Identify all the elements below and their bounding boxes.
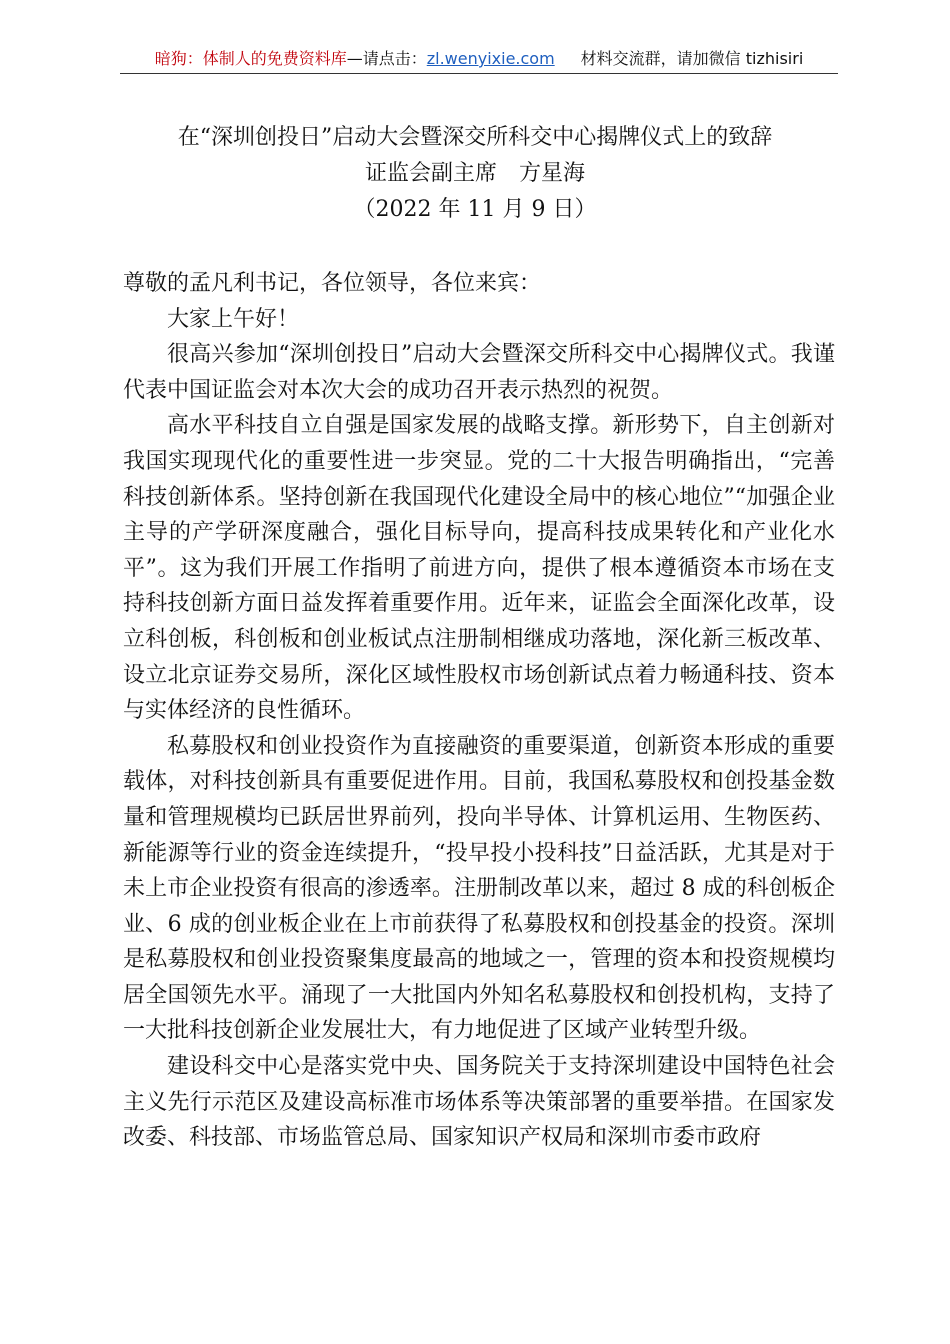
document-body: [123, 266, 835, 1156]
header-brand: 暗狗：体制人的免费资料库: [154, 49, 347, 68]
header-divider: [120, 73, 838, 74]
paragraph: 很高兴参加“深圳创投日”启动大会暨深交所科交中心揭牌仪式。我谨代表中国证监会对本次大会的成功召开表示热烈的祝贺。: [123, 342, 835, 403]
document-title: 在“深圳创投日”启动大会暨深交所科交中心揭牌仪式上的致辞: [177, 125, 773, 150]
page-header: [120, 48, 838, 74]
paragraph: 私募股权和创业投资作为直接融资的重要渠道，创新资本形成的重要载体，对科技创新具有重要促进作用。目前，我国私募股权和创投基金数量和管理规模均已跃居世界前列，投向半导体、计算机运用、生物医药、新能源等行业的资金连续提升，“投早投小投科技”日益活跃，尤其是对于未上市企业投资有很高的渗透率。注册制改革以来，超过 8 成的科创板企业、6 成的创业板企业在上市前获得了私募股权和创投基金的投资。深圳是私募股权和创业投资聚集度最高的地域之一，管理的资本和投资规模均居全国领先水平。涌现了一大批国内外知名私募股权和创投机构，支持了一大批科技创新企业发展壮大，有力地促进了区域产业转型升级。: [123, 733, 835, 1044]
document-speaker: 证监会副主席 方星海: [364, 161, 585, 186]
document-date: （2022 年 11 月 9 日）: [353, 197, 597, 222]
salutation: 尊敬的孟凡利书记，各位领导，各位来宾：: [123, 271, 542, 296]
paragraph: 高水平科技自立自强是国家发展的战略支撑。新形势下，自主创新对我国实现现代化的重要性进一步突显。党的二十大报告明确指出，“完善科技创新体系。坚持创新在我国现代化建设全局中的核心地位”“加强企业主导的产学研深度融合，强化目标导向，提高科技成果转化和产业化水平”。这为我们开展工作指明了前进方向，提供了根本遵循资本市场在支持科技创新方面日益发挥着重要作用。近年来，证监会全面深化改革，设立科创板，科创板和创业板试点注册制相继成功落地，深化新三板改革、设立北京证券交易所，深化区域性股权市场创新试点着力畅通科技、资本与实体经济的良性循环。: [123, 413, 835, 724]
paragraph: 建设科交中心是落实党中央、国务院关于支持深圳建设中国特色社会主义先行示范区及建设高标准市场体系等决策部署的重要举措。在国家发改委、科技部、市场监管总局、国家知识产权局和深圳市委市政府: [123, 1054, 835, 1151]
header-note: 材料交流群，请加微信 tizhisiri: [580, 49, 804, 68]
paragraph: 大家上午好！: [167, 306, 300, 332]
title-block: [115, 120, 835, 228]
header-prompt: —请点击：: [346, 49, 427, 68]
header-link[interactable]: zl.wenyixie.com: [426, 49, 555, 68]
